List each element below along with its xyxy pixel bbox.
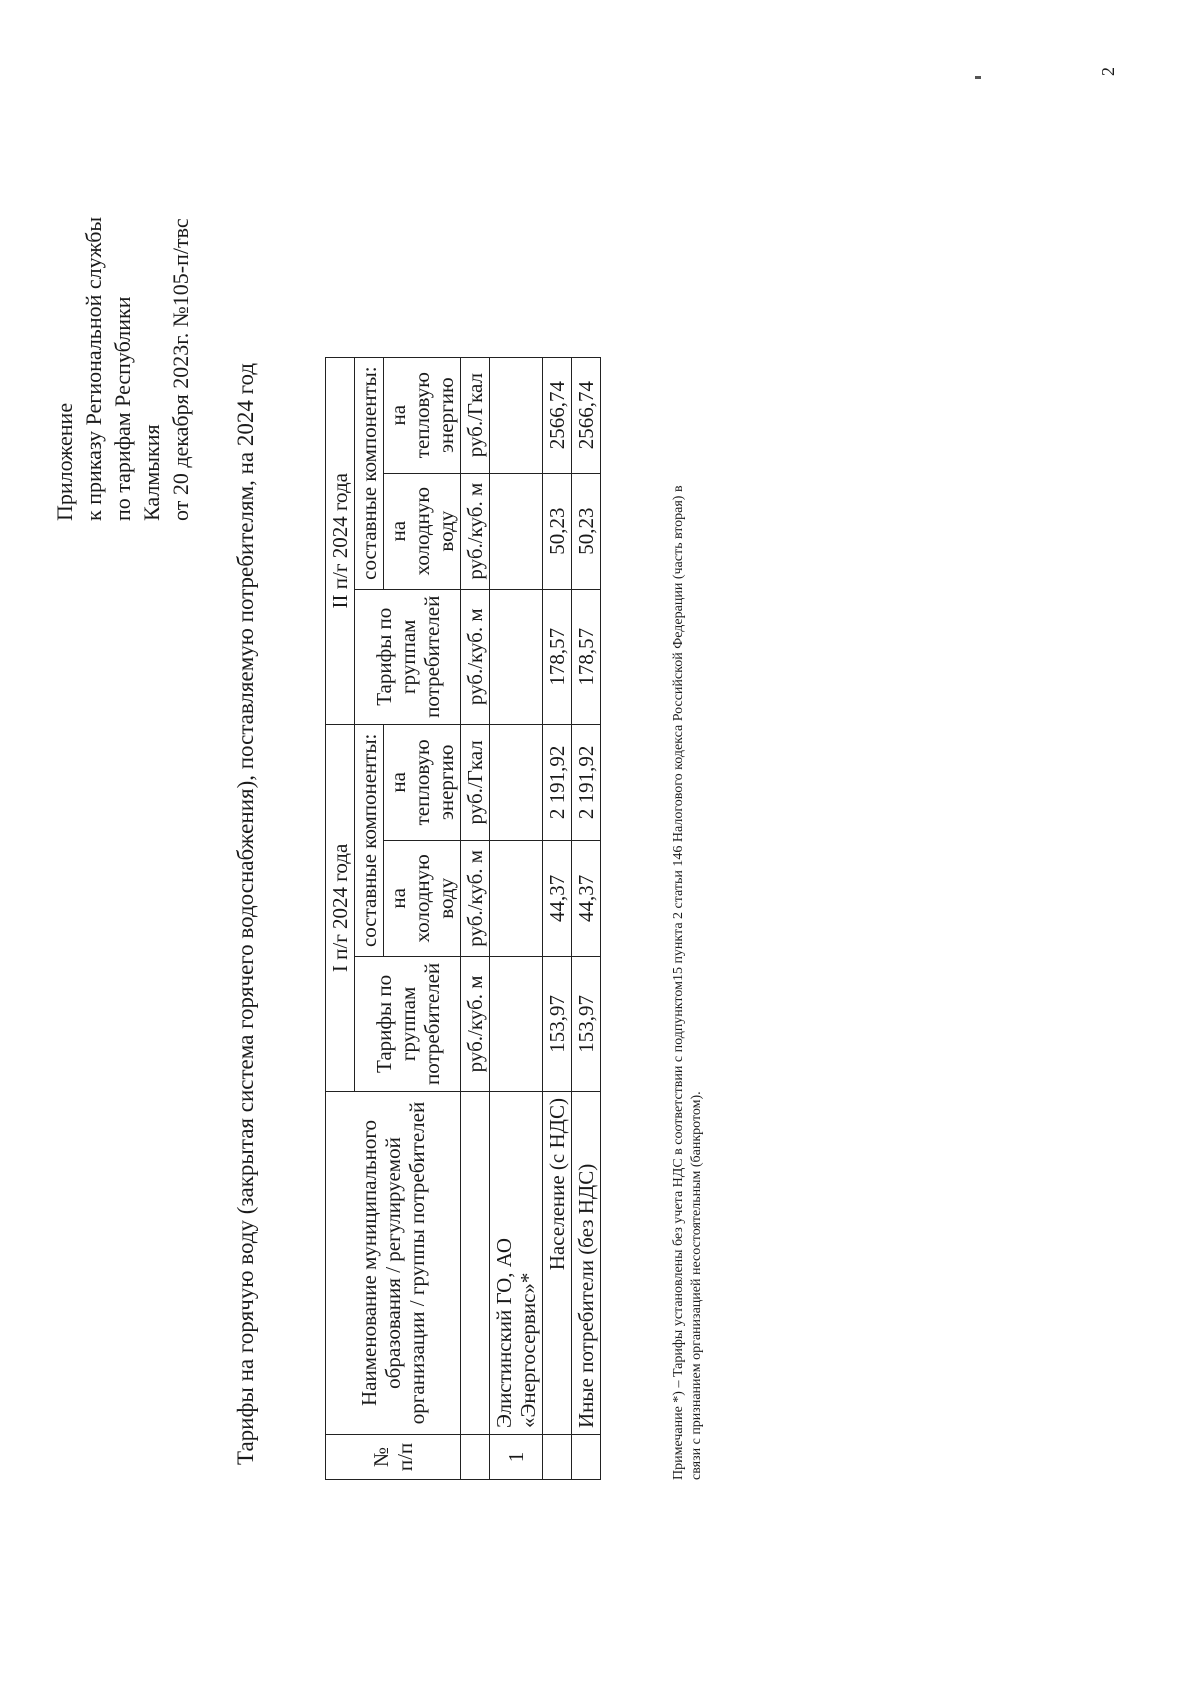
unit-cell: руб./куб. м (461, 589, 490, 724)
empty-cell (543, 1435, 572, 1480)
tariff-value: 153,97 (572, 956, 601, 1091)
thermal-energy-value: 2 191,92 (543, 724, 572, 840)
unit-cell: руб./куб. м (461, 840, 490, 956)
empty-cell (490, 840, 543, 956)
unit-cell: руб./куб. м (461, 956, 490, 1091)
thermal-energy-value: 2566,74 (543, 357, 572, 473)
tariff-table (325, 357, 601, 1480)
cold-water-value: 44,37 (572, 840, 601, 956)
header-thermal-energy: на тепловую энергию (384, 357, 461, 473)
cold-water-value: 50,23 (543, 473, 572, 589)
empty-cell (490, 724, 543, 840)
thermal-energy-value: 2 191,92 (572, 724, 601, 840)
header-period-1: I п/г 2024 года (326, 724, 355, 1091)
units-row (461, 357, 490, 1479)
document-title: Тарифы на горячую воду (закрытая система горячего водоснабжения), поставляемую потребителям, на 2024 год (233, 362, 258, 1465)
tariff-value: 178,57 (572, 589, 601, 724)
header-tariff-group: Тарифы по группам потребителей (355, 956, 461, 1091)
header-thermal-energy: на тепловую энергию (384, 724, 461, 840)
header-tariff-group: Тарифы по группам потребителей (355, 589, 461, 724)
cold-water-value: 50,23 (572, 473, 601, 589)
units-empty (461, 1092, 490, 1435)
row-number: 1 (490, 1435, 543, 1480)
tariff-value: 153,97 (543, 956, 572, 1091)
unit-cell: руб./Гкал (461, 724, 490, 840)
header-name: Наименование муниципального образования / регулируемой организации / группы потребителей (326, 1092, 461, 1435)
empty-cell (490, 357, 543, 473)
header-components: составные компоненты: (355, 357, 384, 589)
organization-row (490, 357, 543, 1479)
empty-cell (490, 473, 543, 589)
header-period-2: II п/г 2024 года (326, 357, 355, 724)
table-row (572, 357, 601, 1479)
consumer-group: Население (с НДС) (543, 1092, 572, 1435)
appendix-line: к приказу Региональной службы (81, 216, 106, 521)
empty-cell (490, 956, 543, 1091)
empty-cell (572, 1435, 601, 1480)
appendix-header (50, 121, 195, 521)
footnote: Примечание *) – Тарифы установлены без учета НДС в соответствии с подпунктом15 пункта 2 статьи 146 Налогового кодекса Российской Федерации (часть вторая) в связи с признанием организацией несостоятельным (банкротом). (671, 485, 704, 1480)
appendix-line: от 20 декабря 2023г. №105-п/твс (168, 218, 193, 521)
unit-cell: руб./Гкал (461, 357, 490, 473)
units-empty (461, 1435, 490, 1480)
organization-name: Элистинский ГО, АО «Энергосервис»* (490, 1092, 543, 1435)
appendix-line: Калмыкия (139, 424, 164, 521)
thermal-energy-value: 2566,74 (572, 357, 601, 473)
empty-cell (490, 589, 543, 724)
header-row (326, 357, 355, 1479)
table-row (543, 357, 572, 1479)
page-number: 2 (1098, 67, 1118, 76)
header-cold-water: на холодную воду (384, 473, 461, 589)
cold-water-value: 44,37 (543, 840, 572, 956)
scan-mark (975, 76, 981, 79)
consumer-group: Иные потребители (без НДС) (572, 1092, 601, 1435)
header-number: № п/п (326, 1435, 461, 1480)
appendix-line: по тарифам Республики (110, 296, 135, 521)
unit-cell: руб./куб. м (461, 473, 490, 589)
header-components: составные компоненты: (355, 724, 384, 956)
appendix-line: Приложение (52, 402, 77, 521)
header-cold-water: на холодную воду (384, 840, 461, 956)
tariff-value: 178,57 (543, 589, 572, 724)
